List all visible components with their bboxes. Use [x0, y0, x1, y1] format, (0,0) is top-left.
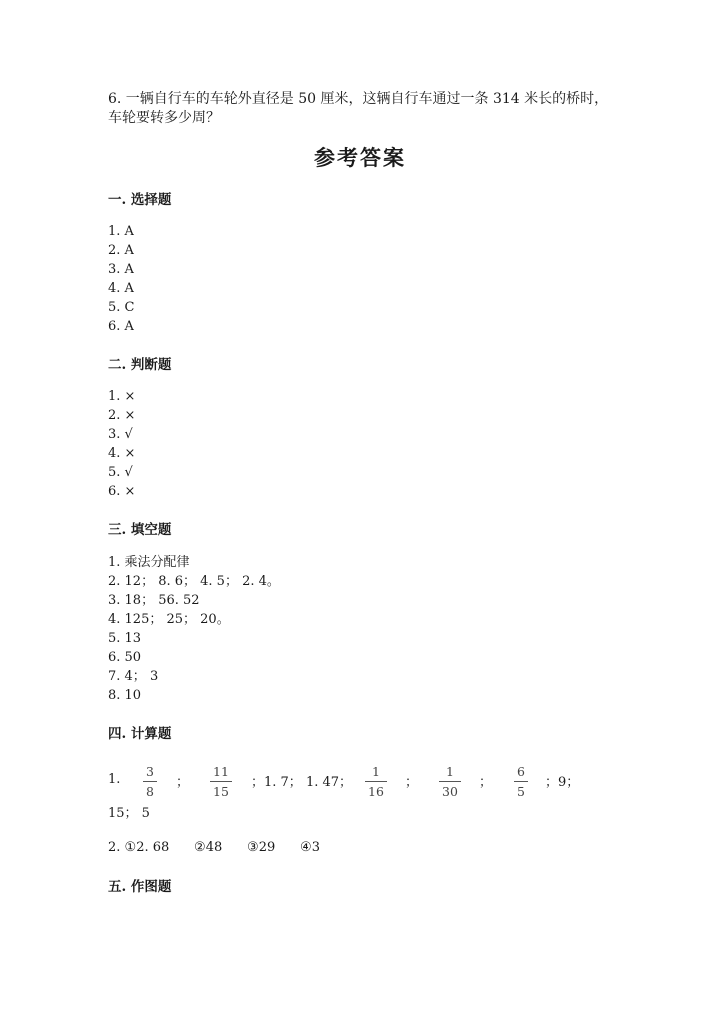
- answers-title: 参考答案: [314, 145, 406, 170]
- fraction-numerator: 11: [213, 764, 229, 779]
- calc-line-1-label: 1.: [108, 772, 121, 787]
- list-item: 3. A: [108, 262, 134, 277]
- fraction-denominator: 30: [442, 784, 458, 799]
- separator: ；: [176, 775, 190, 790]
- list-item: 6. A: [108, 319, 134, 334]
- list-item: 2. ×: [108, 408, 136, 423]
- fraction-bar: [514, 781, 528, 782]
- list-item: 5. C: [108, 300, 135, 315]
- fraction: [143, 764, 157, 799]
- section-2-heading: 二. 判断题: [108, 357, 172, 373]
- fraction-denominator: 16: [368, 784, 384, 799]
- tail-answers: ；9；: [545, 775, 580, 790]
- list-item: 1. A: [108, 224, 134, 239]
- fraction-numerator: 3: [146, 764, 154, 779]
- fraction-bar: [143, 781, 157, 782]
- fraction: [514, 764, 528, 799]
- section-1-heading: 一. 选择题: [108, 192, 172, 208]
- list-item: 4. A: [108, 281, 134, 296]
- fraction-denominator: 5: [517, 784, 525, 799]
- fraction: [210, 764, 232, 799]
- section-4-heading: 四. 计算题: [108, 726, 172, 742]
- list-item: 6. ×: [108, 484, 136, 499]
- separator: ；: [479, 775, 493, 790]
- calc-line-2: 15； 5: [108, 806, 150, 821]
- question-6-line-2: 车轮要转多少周？: [108, 110, 220, 126]
- fraction-denominator: 15: [213, 784, 229, 799]
- fraction: [439, 764, 461, 799]
- list-item: 3. √: [108, 427, 133, 442]
- fraction-numerator: 1: [371, 764, 380, 779]
- decimal-answers: ；1. 7； 1. 47；: [251, 775, 353, 790]
- list-item: 5. 13: [108, 631, 142, 646]
- list-item: 8. 10: [108, 688, 142, 703]
- fraction-denominator: 8: [146, 784, 154, 799]
- list-item: 5. √: [108, 465, 133, 480]
- question-6-line-1: 6. 一辆自行车的车轮外直径是 50 厘米，这辆自行车通过一条 314 米长的桥时，: [108, 91, 609, 107]
- section-3-heading: 三. 填空题: [108, 522, 172, 538]
- list-item: 4. 125； 25； 20。: [108, 612, 230, 627]
- calc-line-3: 2. ①2. 68 ②48 ③29 ④3: [108, 840, 320, 855]
- fraction-numerator: 1: [445, 764, 454, 779]
- list-item: 1. 乘法分配律: [108, 555, 190, 570]
- fraction-bar: [439, 781, 461, 782]
- separator: ；: [405, 775, 419, 790]
- fraction-numerator: 6: [517, 764, 525, 779]
- section-5-heading: 五. 作图题: [108, 879, 172, 895]
- fraction-bar: [365, 781, 387, 782]
- fraction: [365, 764, 387, 799]
- list-item: 7. 4； 3: [108, 669, 159, 684]
- list-item: 3. 18； 56. 52: [108, 593, 200, 608]
- list-item: 6. 50: [108, 650, 142, 665]
- list-item: 1. ×: [108, 389, 136, 404]
- list-item: 2. 12； 8. 6； 4. 5； 2. 4。: [108, 574, 280, 589]
- list-item: 4. ×: [108, 446, 136, 461]
- fraction-bar: [210, 781, 232, 782]
- list-item: 2. A: [108, 243, 134, 258]
